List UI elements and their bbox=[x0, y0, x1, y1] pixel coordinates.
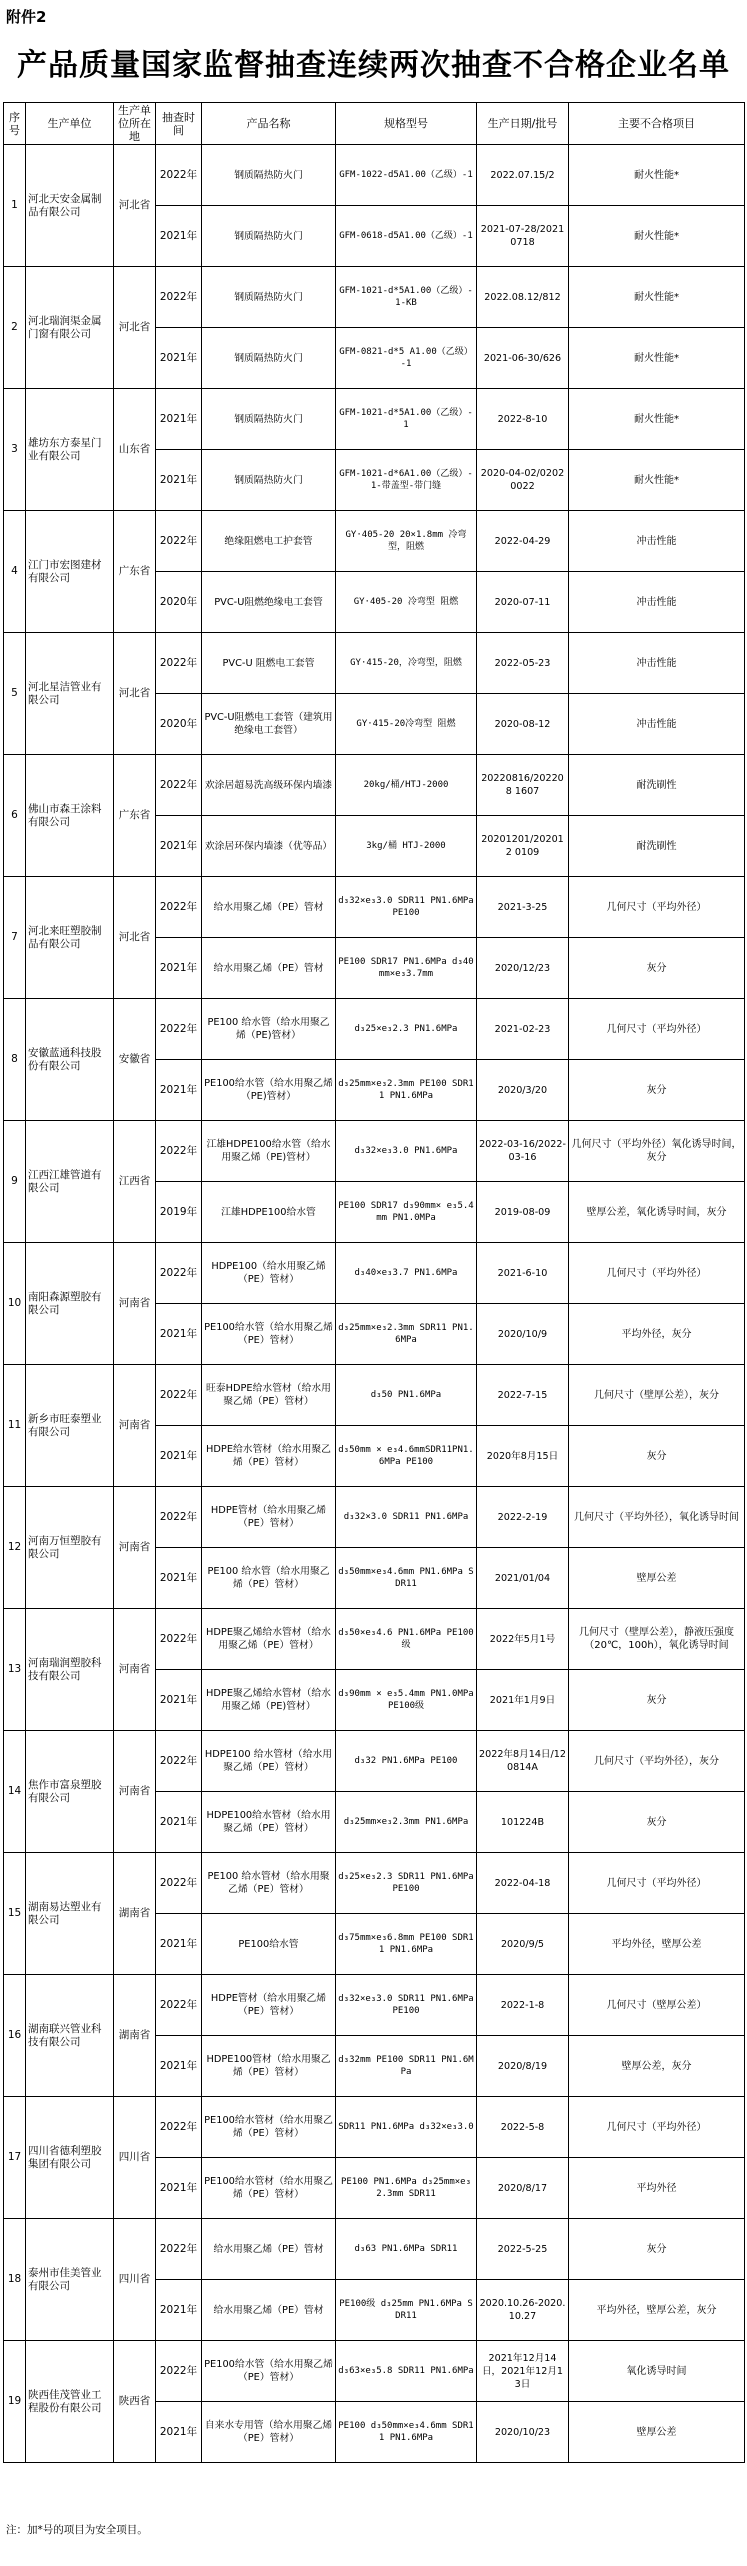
cell-date: 2022-04-29 bbox=[477, 511, 569, 572]
cell-location: 河南省 bbox=[114, 1243, 156, 1365]
cell-product: PE100给水管（给水用聚乙烯（PE）管材） bbox=[202, 2341, 336, 2402]
cell-product: 给水用聚乙烯（PE）管材 bbox=[202, 877, 336, 938]
cell-product: HDPE100管材（给水用聚乙烯（PE）管材） bbox=[202, 2036, 336, 2097]
cell-location: 广东省 bbox=[114, 511, 156, 633]
cell-product: HDPE100 给水管材（给水用聚乙烯（PE）管材） bbox=[202, 1731, 336, 1792]
cell-item: 平均外径，灰分 bbox=[569, 1304, 745, 1365]
cell-item: 几何尺寸（平均外径） bbox=[569, 877, 745, 938]
cell-date: 2022.08.12/812 bbox=[477, 267, 569, 328]
cell-year: 2022年 bbox=[156, 145, 202, 206]
table-header-row bbox=[4, 103, 745, 145]
table-row bbox=[4, 2341, 745, 2402]
table-row bbox=[4, 1365, 745, 1426]
cell-item: 冲击性能 bbox=[569, 633, 745, 694]
cell-spec: d₃32×3.0 SDR11 PN1.6MPa bbox=[336, 1487, 477, 1548]
cell-item: 几何尺寸（壁厚公差） bbox=[569, 1975, 745, 2036]
cell-date: 2021-6-10 bbox=[477, 1243, 569, 1304]
cell-date: 2022-04-18 bbox=[477, 1853, 569, 1914]
cell-location: 河北省 bbox=[114, 633, 156, 755]
header-location: 生产单位所在地 bbox=[114, 103, 156, 145]
cell-product: 欢涂居环保内墙漆（优等品） bbox=[202, 816, 336, 877]
cell-year: 2021年 bbox=[156, 1060, 202, 1121]
cell-spec: GFM-1022-d5A1.00（乙级）-1 bbox=[336, 145, 477, 206]
cell-company: 焦作市富泉塑胶有限公司 bbox=[26, 1731, 114, 1853]
cell-item: 壁厚公差 bbox=[569, 2402, 745, 2463]
cell-spec: d₃32×e₃3.0 PN1.6MPa bbox=[336, 1121, 477, 1182]
cell-product: HDPE聚乙烯给水管材（给水用聚乙烯（PE）管材） bbox=[202, 1609, 336, 1670]
cell-spec: d₃63 PN1.6MPa SDR11 bbox=[336, 2219, 477, 2280]
cell-spec: d₃50 PN1.6MPa bbox=[336, 1365, 477, 1426]
cell-item: 耐火性能* bbox=[569, 267, 745, 328]
cell-company: 陕西佳茂管业工程股份有限公司 bbox=[26, 2341, 114, 2463]
cell-date: 2021-06-30/626 bbox=[477, 328, 569, 389]
cell-spec: GFM-1021-d*6A1.00（乙级）-1-带盖型-带门缝 bbox=[336, 450, 477, 511]
cell-product: 钢质隔热防火门 bbox=[202, 328, 336, 389]
cell-product: 钢质隔热防火门 bbox=[202, 389, 336, 450]
cell-date: 2022年8月14日/120814A bbox=[477, 1731, 569, 1792]
table-row bbox=[4, 1731, 745, 1792]
cell-year: 2021年 bbox=[156, 2280, 202, 2341]
table-row bbox=[4, 1121, 745, 1182]
cell-date: 2020-08-12 bbox=[477, 694, 569, 755]
cell-date: 2020/3/20 bbox=[477, 1060, 569, 1121]
cell-date: 2021年12月14日，2021年12月13日 bbox=[477, 2341, 569, 2402]
cell-item: 壁厚公差 bbox=[569, 1548, 745, 1609]
cell-spec: d₃25mm×e₃2.3mm PE100 SDR11 PN1.6MPa bbox=[336, 1060, 477, 1121]
table-row bbox=[4, 877, 745, 938]
cell-product: 欢涂居超易洗高级环保内墙漆 bbox=[202, 755, 336, 816]
cell-no: 1 bbox=[4, 145, 26, 267]
table-row bbox=[4, 1975, 745, 2036]
cell-spec: d₃32×e₃3.0 SDR11 PN1.6MPa PE100 bbox=[336, 877, 477, 938]
cell-date: 2021-07-28/20210718 bbox=[477, 206, 569, 267]
cell-item: 壁厚公差，氧化诱导时间，灰分 bbox=[569, 1182, 745, 1243]
cell-item: 耐火性能* bbox=[569, 328, 745, 389]
cell-year: 2021年 bbox=[156, 1670, 202, 1731]
cell-no: 5 bbox=[4, 633, 26, 755]
cell-item: 耐火性能* bbox=[569, 389, 745, 450]
cell-item: 灰分 bbox=[569, 1670, 745, 1731]
cell-product: PVC-U阻燃绝缘电工套管 bbox=[202, 572, 336, 633]
cell-year: 2021年 bbox=[156, 1792, 202, 1853]
cell-company: 江门市宏图建材有限公司 bbox=[26, 511, 114, 633]
cell-product: PE100 给水管（给水用聚乙烯（PE)管材） bbox=[202, 999, 336, 1060]
cell-no: 17 bbox=[4, 2097, 26, 2219]
cell-spec: d₃50×e₃4.6 PN1.6MPa PE100级 bbox=[336, 1609, 477, 1670]
footnote: 注：加*号的项目为安全项目。 bbox=[6, 2524, 148, 2536]
cell-company: 雄坊东方泰星门业有限公司 bbox=[26, 389, 114, 511]
cell-date: 2022年5月1号 bbox=[477, 1609, 569, 1670]
cell-year: 2021年 bbox=[156, 206, 202, 267]
cell-location: 安徽省 bbox=[114, 999, 156, 1121]
cell-item: 灰分 bbox=[569, 938, 745, 999]
cell-date: 2020/10/23 bbox=[477, 2402, 569, 2463]
cell-date: 2022-7-15 bbox=[477, 1365, 569, 1426]
cell-year: 2022年 bbox=[156, 1365, 202, 1426]
cell-location: 河南省 bbox=[114, 1487, 156, 1609]
page-title: 产品质量国家监督抽查连续两次抽查不合格企业名单 bbox=[17, 48, 730, 83]
cell-date: 2020-07-11 bbox=[477, 572, 569, 633]
cell-no: 18 bbox=[4, 2219, 26, 2341]
table-row bbox=[4, 999, 745, 1060]
table-row bbox=[4, 2097, 745, 2158]
cell-item: 耐洗刷性 bbox=[569, 755, 745, 816]
cell-product: PVC-U 阻燃电工套管 bbox=[202, 633, 336, 694]
cell-product: 自来水专用管（给水用聚乙烯（PE）管材） bbox=[202, 2402, 336, 2463]
cell-company: 湖南易达塑业有限公司 bbox=[26, 1853, 114, 1975]
cell-date: 2022-05-23 bbox=[477, 633, 569, 694]
cell-year: 2022年 bbox=[156, 1731, 202, 1792]
cell-date: 2022-2-19 bbox=[477, 1487, 569, 1548]
cell-date: 2022-03-16/2022-03-16 bbox=[477, 1121, 569, 1182]
cell-location: 河北省 bbox=[114, 145, 156, 267]
cell-date: 20220816/202208 1607 bbox=[477, 755, 569, 816]
cell-year: 2022年 bbox=[156, 267, 202, 328]
cell-spec: 20kg/桶/HTJ-2000 bbox=[336, 755, 477, 816]
cell-date: 2020/12/23 bbox=[477, 938, 569, 999]
cell-company: 四川省德利塑胶集团有限公司 bbox=[26, 2097, 114, 2219]
cell-item: 冲击性能 bbox=[569, 694, 745, 755]
cell-date: 101224B bbox=[477, 1792, 569, 1853]
cell-date: 2020/9/5 bbox=[477, 1914, 569, 1975]
cell-no: 19 bbox=[4, 2341, 26, 2463]
cell-company: 南阳森源塑胶有限公司 bbox=[26, 1243, 114, 1365]
table-row bbox=[4, 1853, 745, 1914]
cell-year: 2022年 bbox=[156, 877, 202, 938]
cell-spec: GY·405-20 20×1.8mm 冷弯型，阻燃 bbox=[336, 511, 477, 572]
cell-item: 耐火性能* bbox=[569, 206, 745, 267]
cell-item: 几何尺寸（平均外径）氧化诱导时间，灰分 bbox=[569, 1121, 745, 1182]
cell-item: 几何尺寸（平均外径），灰分 bbox=[569, 1731, 745, 1792]
cell-spec: d₃25×e₃2.3 PN1.6MPa bbox=[336, 999, 477, 1060]
cell-spec: d₃25×e₃2.3 SDR11 PN1.6MPa PE100 bbox=[336, 1853, 477, 1914]
cell-product: HDPE100给水管材（给水用聚乙烯（PE）管材） bbox=[202, 1792, 336, 1853]
cell-item: 耐火性能* bbox=[569, 450, 745, 511]
cell-date: 2020/8/19 bbox=[477, 2036, 569, 2097]
cell-item: 冲击性能 bbox=[569, 511, 745, 572]
cell-location: 广东省 bbox=[114, 755, 156, 877]
table-row bbox=[4, 1609, 745, 1670]
cell-year: 2021年 bbox=[156, 1304, 202, 1365]
cell-item: 平均外径 bbox=[569, 2158, 745, 2219]
header-date: 生产日期/批号 bbox=[477, 103, 569, 145]
cell-item: 平均外径，壁厚公差，灰分 bbox=[569, 2280, 745, 2341]
cell-no: 11 bbox=[4, 1365, 26, 1487]
table-row bbox=[4, 755, 745, 816]
cell-company: 河南万恒塑胶有限公司 bbox=[26, 1487, 114, 1609]
header-item: 主要不合格项目 bbox=[569, 103, 745, 145]
cell-location: 河南省 bbox=[114, 1365, 156, 1487]
cell-item: 氧化诱导时间 bbox=[569, 2341, 745, 2402]
cell-no: 10 bbox=[4, 1243, 26, 1365]
cell-no: 3 bbox=[4, 389, 26, 511]
cell-item: 灰分 bbox=[569, 1426, 745, 1487]
cell-company: 佛山市森王涂料有限公司 bbox=[26, 755, 114, 877]
cell-product: HDPE给水管材（给水用聚乙烯（PE）管材） bbox=[202, 1426, 336, 1487]
cell-spec: GFM-0821-d*5 A1.00（乙级）-1 bbox=[336, 328, 477, 389]
cell-product: 钢质隔热防火门 bbox=[202, 450, 336, 511]
cell-date: 2020/8/17 bbox=[477, 2158, 569, 2219]
cell-year: 2022年 bbox=[156, 999, 202, 1060]
cell-product: HDPE管材（给水用聚乙烯（PE）管材） bbox=[202, 1487, 336, 1548]
cell-item: 平均外径，壁厚公差 bbox=[569, 1914, 745, 1975]
cell-spec: d₃25mm×e₃2.3mm SDR11 PN1.6MPa bbox=[336, 1304, 477, 1365]
table-row bbox=[4, 2219, 745, 2280]
cell-year: 2022年 bbox=[156, 1487, 202, 1548]
cell-location: 湖南省 bbox=[114, 1975, 156, 2097]
cell-no: 16 bbox=[4, 1975, 26, 2097]
cell-year: 2020年 bbox=[156, 572, 202, 633]
cell-company: 新乡市旺泰塑业有限公司 bbox=[26, 1365, 114, 1487]
cell-year: 2022年 bbox=[156, 2341, 202, 2402]
cell-product: HDPE管材（给水用聚乙烯（PE）管材） bbox=[202, 1975, 336, 2036]
cell-item: 几何尺寸（壁厚公差），灰分 bbox=[569, 1365, 745, 1426]
cell-date: 2022-8-10 bbox=[477, 389, 569, 450]
cell-spec: PE100 PN1.6MPa d₃25mm×e₃2.3mm SDR11 bbox=[336, 2158, 477, 2219]
header-company: 生产单位 bbox=[26, 103, 114, 145]
cell-product: 给水用聚乙烯（PE）管材 bbox=[202, 2280, 336, 2341]
cell-spec: d₃40×e₃3.7 PN1.6MPa bbox=[336, 1243, 477, 1304]
cell-date: 2019-08-09 bbox=[477, 1182, 569, 1243]
cell-date: 2022-5-25 bbox=[477, 2219, 569, 2280]
cell-year: 2022年 bbox=[156, 511, 202, 572]
cell-year: 2021年 bbox=[156, 2402, 202, 2463]
cell-spec: GY·415-20，冷弯型，阻燃 bbox=[336, 633, 477, 694]
cell-item: 灰分 bbox=[569, 1792, 745, 1853]
cell-spec: d₃25mm×e₃2.3mm PN1.6MPa bbox=[336, 1792, 477, 1853]
cell-product: 钢质隔热防火门 bbox=[202, 267, 336, 328]
table-row bbox=[4, 145, 745, 206]
cell-item: 几何尺寸（平均外径） bbox=[569, 999, 745, 1060]
cell-year: 2020年 bbox=[156, 694, 202, 755]
cell-location: 湖南省 bbox=[114, 1853, 156, 1975]
cell-spec: GFM-1021-d*5A1.00（乙级）-1 bbox=[336, 389, 477, 450]
cell-product: PE100给水管材（给水用聚乙烯（PE）管材） bbox=[202, 2097, 336, 2158]
cell-location: 河南省 bbox=[114, 1731, 156, 1853]
cell-product: 钢质隔热防火门 bbox=[202, 206, 336, 267]
cell-location: 河南省 bbox=[114, 1609, 156, 1731]
cell-location: 江西省 bbox=[114, 1121, 156, 1243]
cell-location: 河北省 bbox=[114, 267, 156, 389]
table-row bbox=[4, 1243, 745, 1304]
attachment-label: 附件2 bbox=[6, 8, 47, 26]
cell-year: 2022年 bbox=[156, 1975, 202, 2036]
cell-location: 陕西省 bbox=[114, 2341, 156, 2463]
cell-no: 6 bbox=[4, 755, 26, 877]
cell-spec: PE100 SDR17 PN1.6MPa d₃40mm×e₃3.7mm bbox=[336, 938, 477, 999]
cell-product: PVC-U阻燃电工套管（建筑用绝缘电工套管） bbox=[202, 694, 336, 755]
cell-date: 2022.07.15/2 bbox=[477, 145, 569, 206]
cell-location: 四川省 bbox=[114, 2097, 156, 2219]
cell-year: 2021年 bbox=[156, 816, 202, 877]
cell-year: 2019年 bbox=[156, 1182, 202, 1243]
table-row bbox=[4, 267, 745, 328]
cell-no: 2 bbox=[4, 267, 26, 389]
cell-no: 12 bbox=[4, 1487, 26, 1609]
cell-spec: 3kg/桶 HTJ-2000 bbox=[336, 816, 477, 877]
cell-year: 2021年 bbox=[156, 1548, 202, 1609]
cell-spec: PE100 d₃50mm×e₃4.6mm SDR11 PN1.6MPa bbox=[336, 2402, 477, 2463]
cell-product: PE100 给水管（给水用聚乙烯（PE）管材） bbox=[202, 1548, 336, 1609]
cell-spec: SDR11 PN1.6MPa d₃32×e₃3.0 bbox=[336, 2097, 477, 2158]
cell-product: 给水用聚乙烯（PE）管材 bbox=[202, 2219, 336, 2280]
cell-date: 2021年1月9日 bbox=[477, 1670, 569, 1731]
cell-company: 泰州市佳美管业有限公司 bbox=[26, 2219, 114, 2341]
cell-spec: d₃63×e₃5.8 SDR11 PN1.6MPa bbox=[336, 2341, 477, 2402]
cell-no: 4 bbox=[4, 511, 26, 633]
cell-company: 江西江雄管道有限公司 bbox=[26, 1121, 114, 1243]
cell-spec: PE100级 d₃25mm PN1.6MPa SDR11 bbox=[336, 2280, 477, 2341]
header-product: 产品名称 bbox=[202, 103, 336, 145]
cell-year: 2021年 bbox=[156, 389, 202, 450]
cell-date: 2021/01/04 bbox=[477, 1548, 569, 1609]
table-row bbox=[4, 389, 745, 450]
cell-spec: d₃75mm×e₃6.8mm PE100 SDR11 PN1.6MPa bbox=[336, 1914, 477, 1975]
cell-no: 8 bbox=[4, 999, 26, 1121]
cell-spec: d₃32×e₃3.0 SDR11 PN1.6MPa PE100 bbox=[336, 1975, 477, 2036]
cell-date: 2020年8月15日 bbox=[477, 1426, 569, 1487]
cell-location: 四川省 bbox=[114, 2219, 156, 2341]
table-row bbox=[4, 1487, 745, 1548]
cell-year: 2021年 bbox=[156, 1914, 202, 1975]
header-no: 序号 bbox=[4, 103, 26, 145]
cell-spec: d₃32mm PE100 SDR11 PN1.6MPa bbox=[336, 2036, 477, 2097]
cell-company: 湖南联兴管业科技有限公司 bbox=[26, 1975, 114, 2097]
cell-date: 2022-1-8 bbox=[477, 1975, 569, 2036]
cell-year: 2022年 bbox=[156, 633, 202, 694]
cell-date: 2021-02-23 bbox=[477, 999, 569, 1060]
cell-company: 河北天安金属制品有限公司 bbox=[26, 145, 114, 267]
table-row bbox=[4, 511, 745, 572]
cell-year: 2021年 bbox=[156, 328, 202, 389]
cell-item: 几何尺寸（平均外径） bbox=[569, 1853, 745, 1914]
cell-year: 2021年 bbox=[156, 2158, 202, 2219]
table-body bbox=[4, 145, 745, 2463]
cell-product: 钢质隔热防火门 bbox=[202, 145, 336, 206]
cell-product: 江雄HDPE100给水管 bbox=[202, 1182, 336, 1243]
cell-year: 2022年 bbox=[156, 755, 202, 816]
cell-year: 2021年 bbox=[156, 1426, 202, 1487]
cell-product: 给水用聚乙烯（PE）管材 bbox=[202, 938, 336, 999]
cell-product: PE100给水管（给水用聚乙烯（PE）管材） bbox=[202, 1304, 336, 1365]
cell-year: 2022年 bbox=[156, 1853, 202, 1914]
cell-spec: GY·405-20 冷弯型 阻燃 bbox=[336, 572, 477, 633]
cell-product: 旺泰HDPE给水管材（给水用聚乙烯（PE）管材） bbox=[202, 1365, 336, 1426]
cell-item: 几何尺寸（平均外径） bbox=[569, 1243, 745, 1304]
cell-product: HDPE聚乙烯给水管材（给水用聚乙烯（PE)管材） bbox=[202, 1670, 336, 1731]
cell-spec: GFM-0618-d5A1.00（乙级）-1 bbox=[336, 206, 477, 267]
cell-no: 7 bbox=[4, 877, 26, 999]
cell-company: 河北来旺塑胶制品有限公司 bbox=[26, 877, 114, 999]
cell-item: 几何尺寸（平均外径） bbox=[569, 2097, 745, 2158]
cell-date: 20201201/202012 0109 bbox=[477, 816, 569, 877]
cell-company: 河北瑞润渠金属门窗有限公司 bbox=[26, 267, 114, 389]
cell-product: PE100给水管（给水用聚乙烯（PE)管材） bbox=[202, 1060, 336, 1121]
table-row bbox=[4, 633, 745, 694]
cell-year: 2021年 bbox=[156, 450, 202, 511]
cell-year: 2022年 bbox=[156, 2097, 202, 2158]
cell-item: 冲击性能 bbox=[569, 572, 745, 633]
cell-no: 13 bbox=[4, 1609, 26, 1731]
cell-year: 2021年 bbox=[156, 938, 202, 999]
cell-item: 几何尺寸（平均外径），氧化诱导时间 bbox=[569, 1487, 745, 1548]
cell-date: 2020-04-02/02020022 bbox=[477, 450, 569, 511]
cell-location: 河北省 bbox=[114, 877, 156, 999]
cell-year: 2022年 bbox=[156, 2219, 202, 2280]
cell-date: 2021-3-25 bbox=[477, 877, 569, 938]
cell-company: 河北星洁管业有限公司 bbox=[26, 633, 114, 755]
cell-no: 9 bbox=[4, 1121, 26, 1243]
cell-item: 几何尺寸（壁厚公差），静液压强度（20℃，100h），氧化诱导时间 bbox=[569, 1609, 745, 1670]
cell-no: 14 bbox=[4, 1731, 26, 1853]
cell-spec: d₃50mm×e₃4.6mm PN1.6MPa SDR11 bbox=[336, 1548, 477, 1609]
cell-no: 15 bbox=[4, 1853, 26, 1975]
cell-item: 壁厚公差，灰分 bbox=[569, 2036, 745, 2097]
cell-spec: d₃90mm × e₃5.4mm PN1.0MPa PE100级 bbox=[336, 1670, 477, 1731]
cell-product: PE100 给水管材（给水用聚乙烯（PE）管材） bbox=[202, 1853, 336, 1914]
cell-company: 安徽蓝通科技股份有限公司 bbox=[26, 999, 114, 1121]
cell-year: 2021年 bbox=[156, 2036, 202, 2097]
cell-spec: GY·415-20冷弯型 阻燃 bbox=[336, 694, 477, 755]
cell-spec: d₃32 PN1.6MPa PE100 bbox=[336, 1731, 477, 1792]
cell-date: 2020/10/9 bbox=[477, 1304, 569, 1365]
cell-item: 耐火性能* bbox=[569, 145, 745, 206]
cell-product: PE100给水管材（给水用聚乙烯（PE）管材） bbox=[202, 2158, 336, 2219]
cell-spec: d₃50mm × e₃4.6mmSDR11PN1.6MPa PE100 bbox=[336, 1426, 477, 1487]
cell-year: 2022年 bbox=[156, 1609, 202, 1670]
cell-year: 2022年 bbox=[156, 1121, 202, 1182]
cell-year: 2022年 bbox=[156, 1243, 202, 1304]
header-year: 抽查时间 bbox=[156, 103, 202, 145]
cell-spec: GFM-1021-d*5A1.00（乙级）-1-KB bbox=[336, 267, 477, 328]
header-spec: 规格型号 bbox=[336, 103, 477, 145]
cell-product: PE100给水管 bbox=[202, 1914, 336, 1975]
cell-product: HDPE100（给水用聚乙烯（PE）管材） bbox=[202, 1243, 336, 1304]
cell-product: 绝缘阻燃电工护套管 bbox=[202, 511, 336, 572]
cell-item: 灰分 bbox=[569, 2219, 745, 2280]
cell-item: 耐洗刷性 bbox=[569, 816, 745, 877]
cell-date: 2022-5-8 bbox=[477, 2097, 569, 2158]
cell-company: 河南瑞润塑胶科技有限公司 bbox=[26, 1609, 114, 1731]
cell-product: 江雄HDPE100给水管（给水用聚乙烯（PE)管材） bbox=[202, 1121, 336, 1182]
cell-spec: PE100 SDR17 d₃90mm× e₃5.4mm PN1.0MPa bbox=[336, 1182, 477, 1243]
cell-date: 2020.10.26-2020.10.27 bbox=[477, 2280, 569, 2341]
cell-location: 山东省 bbox=[114, 389, 156, 511]
cell-item: 灰分 bbox=[569, 1060, 745, 1121]
unqualified-enterprise-table bbox=[3, 102, 745, 2463]
